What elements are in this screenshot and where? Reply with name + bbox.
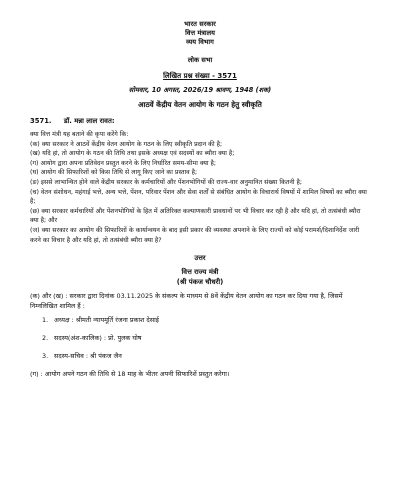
header-line-3: व्यय विभाग <box>186 38 214 46</box>
minister-name: (श्री पंकज चौधरी) <box>176 278 224 287</box>
question-part-nga: (ङ) इससे लाभान्वित होने वाले केंद्रीय सरकार के कर्मचारियों और पेंशनभोगियों की राज्य-वार अनुमानित संख्या कितनी है; <box>30 178 302 186</box>
questioner-line <box>30 116 370 126</box>
header-line-1: भारत सरकार <box>184 20 216 28</box>
question-part-ka: (क) क्या सरकार ने आठवें केंद्रीय वेतन आयोग के गठन के लिए स्वीकृति प्रदान की है; <box>30 140 223 148</box>
ministry-header <box>30 20 370 47</box>
commission-members-list <box>42 315 370 361</box>
date-line: सोमवार, 10 अगस्त, 2026/19 श्रावण, 1948 (शक) <box>128 86 272 94</box>
list-item: 1. अध्यक्ष : श्रीमती न्यायमूर्ति रंजना प्रकाश देसाई <box>42 316 159 325</box>
question-part-gha: (घ) आयोग की सिफारिशों को किस तिथि से लागू किए जाने का प्रस्ताव है; <box>30 169 198 177</box>
question-number: 3571. <box>30 117 52 125</box>
list-item: 3. सदस्य-सचिव : श्री पंकज जैन <box>42 352 122 361</box>
list-item: 2. सदस्य(अंश-कालिक) : प्रो. पुलक घोष <box>42 334 142 343</box>
question-part-kha: (ख) यदि हां, तो आयोग के गठन की तिथि तथा इसके अध्यक्ष एवं सदस्यों का ब्यौरा क्या है; <box>30 150 235 158</box>
question-part-chha: (छ) क्या सरकार कर्मचारियों और पेंशनभोगियों के हित में अतिरिक्त कल्याणकारी प्रावधानों पर भी विचार कर रही है और यदि हां, तो तत्संबंधी ब्यौरा क्या है; और <box>30 207 361 225</box>
answer-heading: उत्तर <box>194 254 206 263</box>
question-body <box>30 130 370 245</box>
header-line-2: वित्त मंत्रालय <box>185 29 215 37</box>
house-name: लोक सभा <box>187 56 213 64</box>
questioner-name: डॉ. मन्ना लाल रावत: <box>63 117 115 125</box>
answer-part-ga: (ग) : आयोग अपने गठन की तिथि से 18 माह के भीतर अपनी सिफारिशें प्रस्तुत करेगा। <box>30 370 230 379</box>
question-intro: क्या वित्त मंत्री यह बताने की कृपा करेंगे कि: <box>30 131 129 138</box>
question-part-ga: (ग) आयोग द्वारा अपना प्रतिवेदन प्रस्तुत करने के लिए निर्धारित समय-सीमा क्या है; <box>30 159 216 167</box>
question-title: लिखित प्रश्न संख्या - 3571 <box>163 72 237 80</box>
subject-line: आठवें केंद्रीय वेतन आयोग के गठन हेतु स्वीकृति <box>138 100 262 109</box>
question-part-ja: (ज) क्या सरकार का आयोग की सिफारिशों के कार्यान्वयन के बाद इसी प्रकार की व्यवस्था अपनाने के लिए राज्यों को कोई परामर्श/दिशानिर्देश जारी करने का विचार है और यदि हां, तो तत्संबंधी ब्यौरा क्या है? <box>30 226 360 244</box>
question-part-cha: (च) वेतन संशोधन, महंगाई भत्ते, अन्य भत्ते, पेंशन, परिवार पेंशन और सेवा शर्तों से संबंधित आयोग के विचारार्थ विषयों में शामिल विषयों का ब्यौरा क्या है; <box>30 188 367 206</box>
minister-title: वित्त राज्य मंत्री <box>181 268 219 277</box>
answer-intro: (क) और (ख) : सरकार द्वारा दिनांक 03.11.2025 के संकल्प के माध्यम से 8वें केंद्रीय वेतन आयोग का गठन कर दिया गया है, जिसमें निम्नलिखित शामिल हैं : <box>30 292 343 311</box>
answer-body <box>30 291 370 379</box>
